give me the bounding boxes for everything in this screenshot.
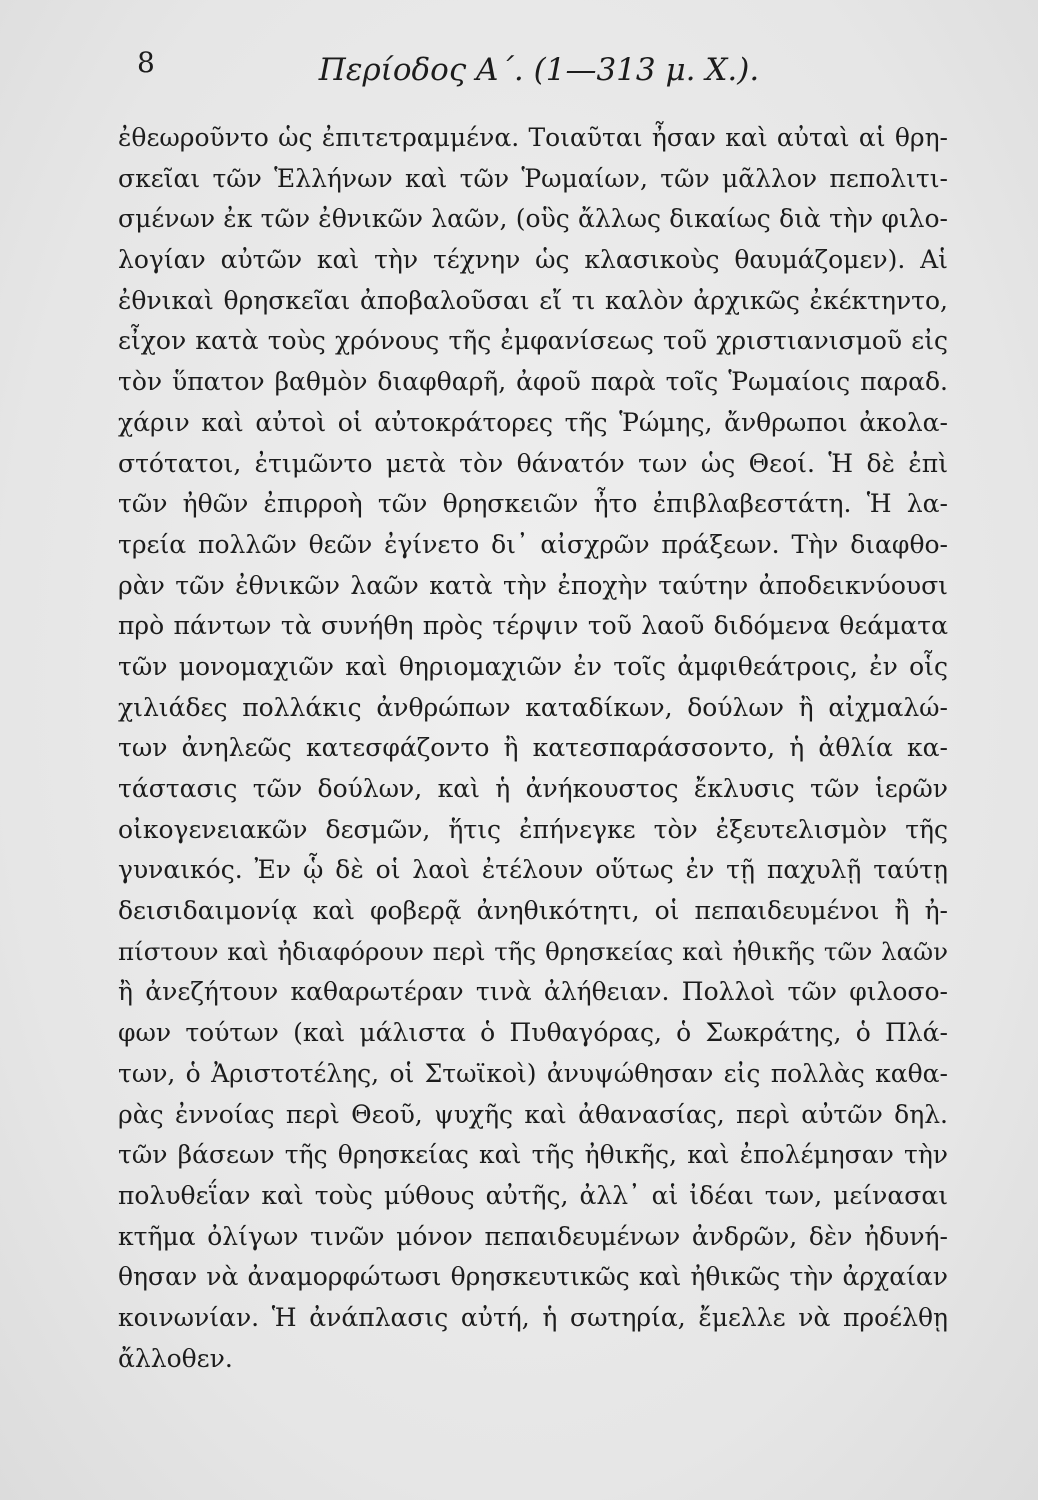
text-line: ρὰν τῶν ἐθνικῶν λαῶν κατὰ τὴν ἐποχὴν ταύτην ἀποδεικνύουσι: [118, 570, 948, 600]
text-line: στότατοι, ἐτιμῶντο μετὰ τὸν θάνατόν των ὡς Θεοί. Ἡ δὲ ἐπὶ: [118, 448, 948, 478]
body-text: [118, 118, 948, 1379]
text-line: λογίαν αὐτῶν καὶ τὴν τέχνην ὡς κλασικοὺς θαυμάζομεν). Αἱ: [118, 245, 948, 275]
page-number: 8: [137, 46, 155, 79]
text-line: οἰκογενειακῶν δεσμῶν, ἥτις ἐπήνεγκε τὸν ἐξευτελισμὸν τῆς: [118, 814, 948, 844]
text-line: εἶχον κατὰ τοὺς χρόνους τῆς ἐμφανίσεως τοῦ χριστιανισμοῦ εἰς: [118, 326, 948, 356]
text-line: τῶν ἠθῶν ἐπιρροὴ τῶν θρησκειῶν ἦτο ἐπιβλαβεστάτη. Ἡ λα-: [118, 489, 948, 519]
text-line: πίστουν καὶ ἠδιαφόρουν περὶ τῆς θρησκείας καὶ ἠθικῆς τῶν λαῶν: [118, 936, 948, 966]
text-line: ἢ ἀνεζήτουν καθαρωτέραν τινὰ ἀλήθειαν. Πολλοὶ τῶν φιλοσο-: [118, 977, 948, 1007]
text-line: χάριν καὶ αὐτοὶ οἱ αὐτοκράτορες τῆς Ῥώμης, ἄνθρωποι ἀκολα-: [118, 407, 948, 437]
text-line: τρεία πολλῶν θεῶν ἐγίνετο δι᾽ αἰσχρῶν πράξεων. Τὴν διαφθο-: [118, 529, 948, 559]
text-line: ἐθεωροῦντο ὡς ἐπιτετραμμένα. Τοιαῦται ἦσαν καὶ αὐταὶ αἱ θρη-: [118, 123, 948, 152]
text-line: τὸν ὕπατον βαθμὸν διαφθαρῆ, ἀφοῦ παρὰ τοῖς Ῥωμαίοις παραδ.: [118, 367, 948, 397]
text-line: φων τούτων (καὶ μάλιστα ὁ Πυθαγόρας, ὁ Σωκράτης, ὁ Πλά-: [118, 1018, 948, 1048]
text-line: τάστασις τῶν δούλων, καὶ ἡ ἀνήκουστος ἔκλυσις τῶν ἱερῶν: [118, 774, 948, 803]
text-line: των ἀνηλεῶς κατεσφάζοντο ἢ κατεσπαράσσοντο, ἡ ἀθλία κα-: [118, 733, 948, 763]
text-line: ἐθνικαὶ θρησκεῖαι ἀποβαλοῦσαι εἴ τι καλὸν ἀρχικῶς ἐκέκτηντο,: [118, 285, 948, 315]
text-line: τῶν βάσεων τῆς θρησκείας καὶ τῆς ἠθικῆς, καὶ ἐπολέμησαν τὴν: [118, 1140, 948, 1170]
text-line: ἄλλοθεν.: [118, 1343, 233, 1373]
text-line: πρὸ πάντων τὰ συνήθη πρὸς τέρψιν τοῦ λαοῦ διδόμενα θεάματα: [118, 611, 948, 641]
text-line: ρὰς ἐννοίας περὶ Θεοῦ, ψυχῆς καὶ ἀθανασίας, περὶ αὐτῶν δηλ.: [118, 1099, 948, 1129]
text-line: πολυθεΐαν καὶ τοὺς μύθους αὐτῆς, ἀλλ᾽ αἱ ἰδέαι των, μείνασαι: [118, 1180, 948, 1210]
text-line: γυναικός. Ἐν ᾧ δὲ οἱ λαοὶ ἐτέλουν οὕτως ἐν τῇ παχυλῇ ταύτῃ: [118, 855, 948, 885]
text-line: σκεῖαι τῶν Ἑλλήνων καὶ τῶν Ῥωμαίων, τῶν μᾶλλον πεπολιτι-: [118, 163, 948, 193]
text-line: κοινωνίαν. Ἡ ἀνάπλασις αὐτή, ἡ σωτηρία, ἔμελλε νὰ προέλθῃ: [118, 1302, 948, 1332]
text-line: τῶν μονομαχιῶν καὶ θηριομαχιῶν ἐν τοῖς ἀμφιθεάτροις, ἐν οἷς: [118, 651, 948, 681]
text-line: χιλιάδες πολλάκις ἀνθρώπων καταδίκων, δούλων ἢ αἰχμαλώ-: [118, 692, 948, 722]
text-line: δεισιδαιμονίᾳ καὶ φοβερᾷ ἀνηθικότητι, οἱ πεπαιδευμένοι ἢ ἠ-: [118, 896, 948, 926]
text-line: των, ὁ Ἀριστοτέλης, οἱ Στωϊκοὶ) ἀνυψώθησαν εἰς πολλὰς καθα-: [118, 1058, 948, 1088]
text-line: σμένων ἐκ τῶν ἐθνικῶν λαῶν, (οὓς ἄλλως δικαίως διὰ τὴν φιλο-: [118, 204, 948, 234]
running-head: Περίοδος Α΄. (1—313 μ. Χ.).: [318, 52, 760, 88]
text-line: κτῆμα ὀλίγων τινῶν μόνον πεπαιδευμένων ἀνδρῶν, δὲν ἠδυνή-: [118, 1221, 948, 1251]
text-line: θησαν νὰ ἀναμορφώτωσι θρησκευτικῶς καὶ ἠθικῶς τὴν ἀρχαίαν: [118, 1262, 948, 1292]
